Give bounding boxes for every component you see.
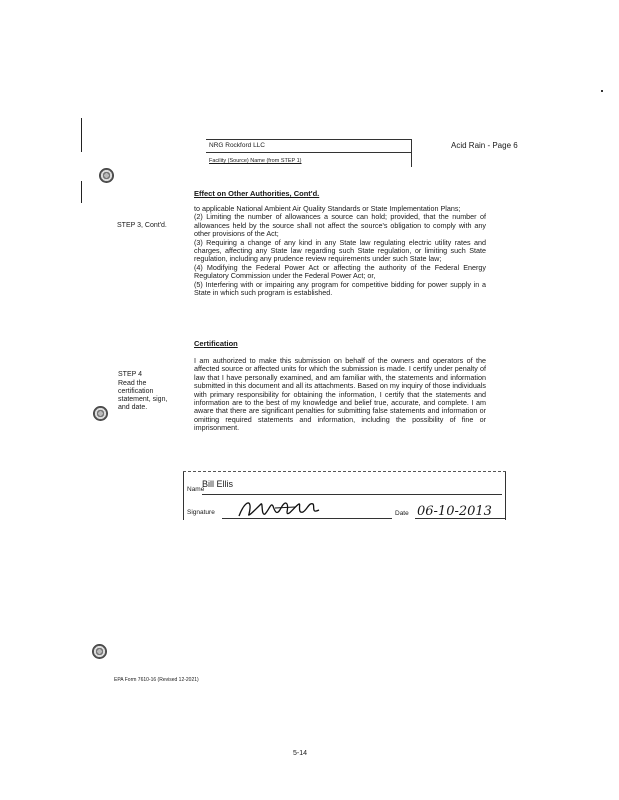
company-name: NRG Rockford LLC	[209, 142, 265, 149]
header-divider	[206, 152, 411, 153]
signature-underline	[222, 518, 392, 519]
facility-header-box	[206, 139, 412, 167]
margin-bar-top	[81, 118, 82, 152]
paragraph: (4) Modifying the Federal Power Act or affecting the authority of the Federal Energy Regulatory Commission under the Federal Power Act; or,	[194, 262, 486, 281]
punch-hole-icon	[92, 644, 107, 659]
name-value[interactable]: Bill Ellis	[202, 479, 234, 489]
signature-box-left-edge	[183, 472, 184, 520]
certification-text: I am authorized to make this submission on behalf of the owners and operators of the affected source or affected units for which the submission is made. I certify under penalty of law that I have personally examined, and am familiar with, the statements and information submitted in this document and all its attachments. Based on my inquiry of those individuals with primary responsibility for obtaining the information, I certify that the statements and information are to the best of my knowledge and belief true, accurate, and complete. I am aware that there are significant penalties for submitting false statements and information or omitting required statements and information, including the possibility of fine or imprisonment.	[194, 356, 486, 433]
paragraph: (3) Requiring a change of any kind in any State law regulating electric utility rates and charges, affecting any State law regarding such State regulation, or limiting such State regulation, including any prudence review requirements under such State law;	[194, 237, 486, 264]
paragraph: to applicable National Ambient Air Quality Standards or State Implementation Plans;	[194, 204, 461, 213]
punch-hole-icon	[93, 406, 108, 421]
step-4-description: Read the certification statement, sign, and date.	[118, 380, 168, 411]
signature-box-right-edge	[505, 472, 506, 520]
date-label: Date	[395, 510, 409, 517]
handwritten-signature[interactable]	[235, 496, 325, 520]
page-title: Acid Rain - Page 6	[451, 141, 518, 150]
step-4-label: STEP 4	[118, 371, 142, 378]
name-underline	[202, 494, 502, 495]
page-number: 5-14	[293, 750, 308, 757]
certification-title: Certification	[194, 339, 238, 348]
facility-label: Facility (Source) Name (from STEP 1)	[209, 158, 302, 164]
step-3-label: STEP 3, Cont'd.	[117, 222, 167, 229]
stray-mark	[601, 90, 603, 92]
date-value[interactable]: 06-10-2013	[417, 504, 492, 519]
punch-hole-icon	[99, 168, 114, 183]
paragraph: (5) Interfering with or impairing any program for competitive bidding for power supply in a State in which such program is established.	[194, 279, 486, 298]
form-number: EPA Form 7610-16 (Revised 12-2021)	[114, 677, 199, 683]
section-body	[194, 205, 486, 297]
signature-block	[183, 471, 506, 520]
name-label: Name	[187, 486, 205, 493]
date-underline	[415, 518, 505, 519]
paragraph: (2) Limiting the number of allowances a source can hold; provided, that the number of allowances held by the source shall not affect the source's obligation to comply with any other provisions of the Act;	[194, 212, 486, 239]
signature-label: Signature	[187, 509, 215, 516]
section-title: Effect on Other Authorities, Cont'd.	[194, 189, 320, 198]
margin-bar-bottom	[81, 181, 82, 203]
